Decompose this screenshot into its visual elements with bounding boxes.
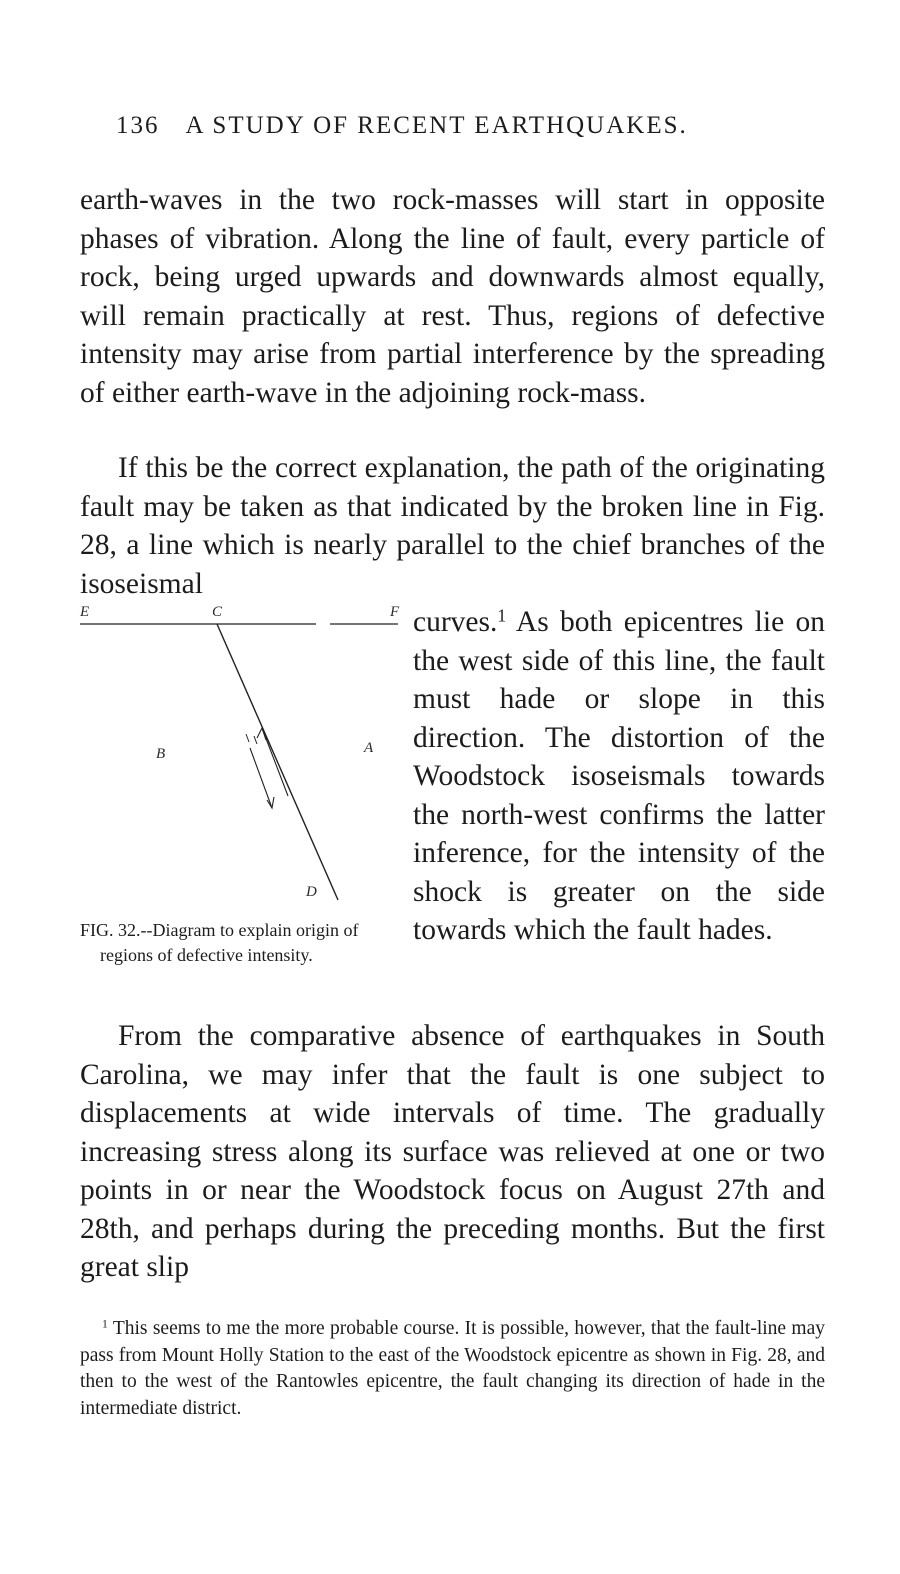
label-d: D <box>306 884 317 900</box>
label-e: E <box>80 604 90 620</box>
label-b: B <box>156 746 166 762</box>
arrow-down <box>250 748 272 808</box>
fault-line <box>217 624 338 900</box>
figure-caption: FIG. 32.--Diagram to explain origin of regions of defective intensity. <box>80 920 359 965</box>
paragraph-2-wrapped <box>413 603 825 950</box>
footnote <box>80 1316 825 1422</box>
fault-diagram <box>80 600 410 920</box>
footnote-reference: 1 <box>497 605 507 626</box>
label-c: C <box>212 604 223 620</box>
page-number: 136 <box>116 112 160 139</box>
paragraph-2: If this be the correct explanation, the path of the originating fault may be taken as that indicated by the broken line in Fig. 28, a line which is nearly parallel to the chief branches of the isoseismal <box>80 452 825 600</box>
paragraph-3: From the comparative absence of earthquakes in South Carolina, we may infer that the fault is one subject to displacements at wide intervals of time. The gradually increasing stress along its surface was relieved at one or two points in or near the Woodstock focus on August 27th and 28th, and perhaps during the preceding months. But the first great slip <box>80 1020 825 1283</box>
paragraph-2-wrap-rest: As both epicentres lie on the west side of this line, the fault must hade or slope in this direction. The distortion of the Woodstock isoseismals towards the north-west confirms the latter inference, for the intensity of the shock is greater on the side towards which the fault hades. <box>413 606 825 946</box>
running-title: A STUDY OF RECENT EARTHQUAKES. <box>185 112 688 139</box>
paragraph-2-wrap-start: curves. <box>413 606 498 638</box>
tick-mark <box>246 734 249 742</box>
label-f: F <box>390 604 400 620</box>
running-header <box>116 112 756 152</box>
footnote-text: This seems to me the more probable course. It is possible, however, that the fault-line may pass from Mount Holly Station to the east of the Woodstock epicentre as shown in Fig. 28, and then to the west of the Rantowles epicentre, the fault changing its direction of hade in the intermediate district. <box>80 1318 825 1419</box>
label-a: A <box>364 740 374 756</box>
tick-mark <box>254 736 257 744</box>
paragraph-1: earth-waves in the two rock-masses will start in opposite phases of vibration. Along the line of fault, every particle of rock, being urged upwards and downwards almost equally, will remain practically at rest. Thus, regions of defective intensity may arise from partial interference by the spreading of either earth-wave in the adjoining rock-mass. <box>80 184 825 409</box>
footnote-marker: 1 <box>102 1317 108 1331</box>
